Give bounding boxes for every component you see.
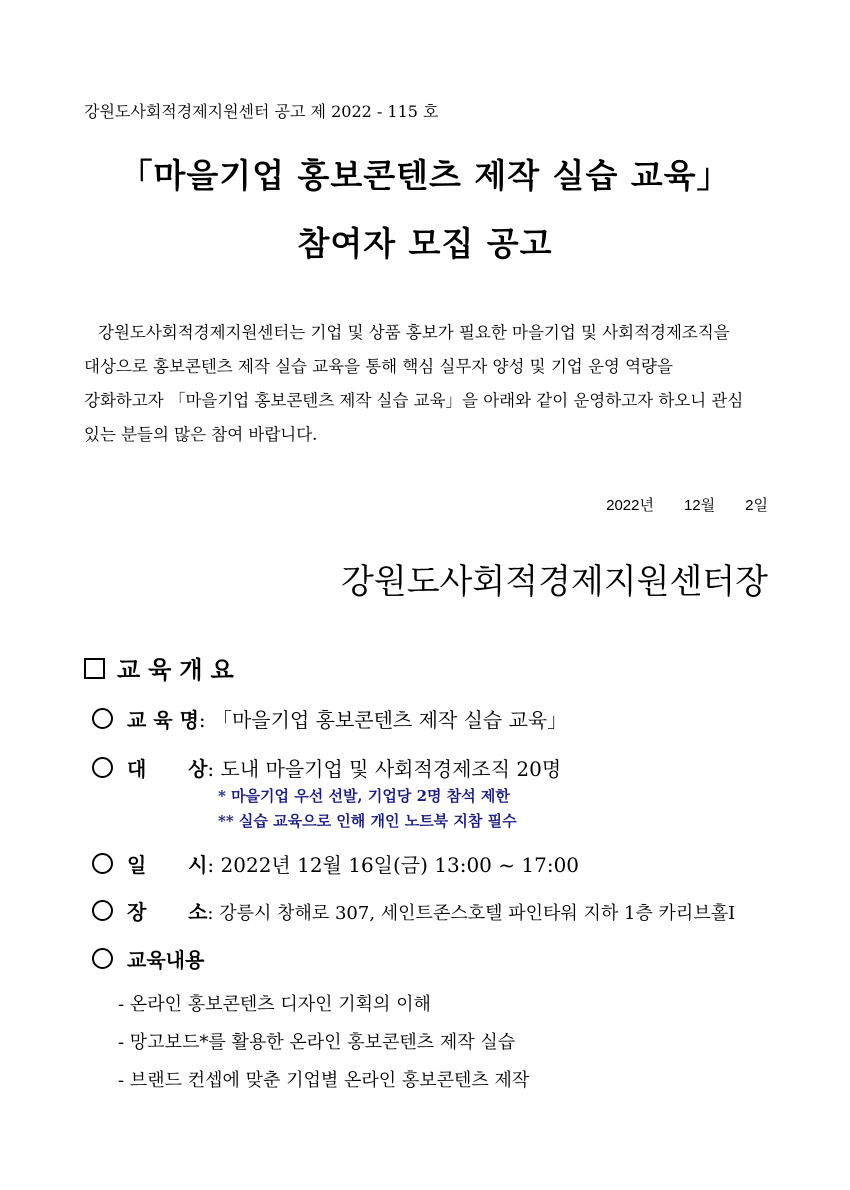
notice-number: 강원도사회적경제지원센터 공고 제 2022 - 115 호 [84,102,439,121]
intro-line: 강원도사회적경제지원센터는 기업 및 상품 홍보가 필요한 마을기업 및 사회적경제조직을 [98,323,730,342]
item-place [92,896,735,925]
date-month: 12월 [683,497,716,514]
target-note: * 마을기업 우선 선발, 기업당 2명 참석 제한 [218,787,510,805]
sender-name: 강원도사회적경제지원센터장 [341,562,768,602]
document-title-line1: 「마을기업 홍보콘텐츠 제작 실습 교육」 [119,156,731,195]
intro-line: 대상으로 홍보콘텐츠 제작 실습 교육을 통해 핵심 실무자 양성 및 기업 운영 역량을 [84,357,673,376]
item-value: : 「마을기업 홍보콘텐츠 제작 실습 교육」 [198,708,568,732]
item-course-name [92,704,567,733]
circle-bullet-icon [92,900,113,921]
section-heading [84,650,242,685]
intro-paragraph [84,316,774,452]
item-datetime [92,849,579,878]
document-title-line2: 참여자 모집 공고 [297,224,553,263]
item-value: : 2022년 12월 16일(금) 13:00 ~ 17:00 [207,853,580,877]
content-bullet: - 온라인 홍보콘텐츠 디자인 기획의 이해 [118,994,431,1015]
circle-bullet-icon [92,948,113,969]
circle-bullet-icon [92,708,113,729]
intro-line: 있는 분들의 많은 참여 바랍니다. [84,425,318,444]
content-bullet: - 브랜드 컨셉에 맞춘 기업별 온라인 홍보콘텐츠 제작 [118,1070,530,1091]
item-key: 장 소 [127,900,208,924]
section-title: 교육개요 [117,656,242,684]
item-key: 일 시 [127,853,208,877]
item-key: 교육내용 [127,948,205,972]
item-key: 교 육 명 [127,708,199,732]
content-bullet: - 망고보드*를 활용한 온라인 홍보콘텐츠 제작 실습 [118,1032,516,1053]
item-value: : 도내 마을기업 및 사회적경제조직 20명 [207,757,562,781]
checkbox-square-icon [84,658,105,679]
item-key: 대 상 [127,757,208,781]
notice-date [606,494,768,515]
intro-line: 강화하고자 「마을기업 홍보콘텐츠 제작 실습 교육」을 아래와 같이 운영하고자 하오니 관심 [84,391,744,410]
circle-bullet-icon [92,757,113,778]
target-note: ** 실습 교육으로 인해 개인 노트북 지참 필수 [218,812,517,830]
circle-bullet-icon [92,853,113,874]
item-value: : 강릉시 창해로 307, 세인트존스호텔 파인타워 지하 1층 카리브홀Ⅰ [207,903,736,924]
item-content [92,944,204,973]
date-year: 2022년 [606,497,654,514]
item-target [92,753,561,782]
date-day: 2일 [745,497,768,514]
